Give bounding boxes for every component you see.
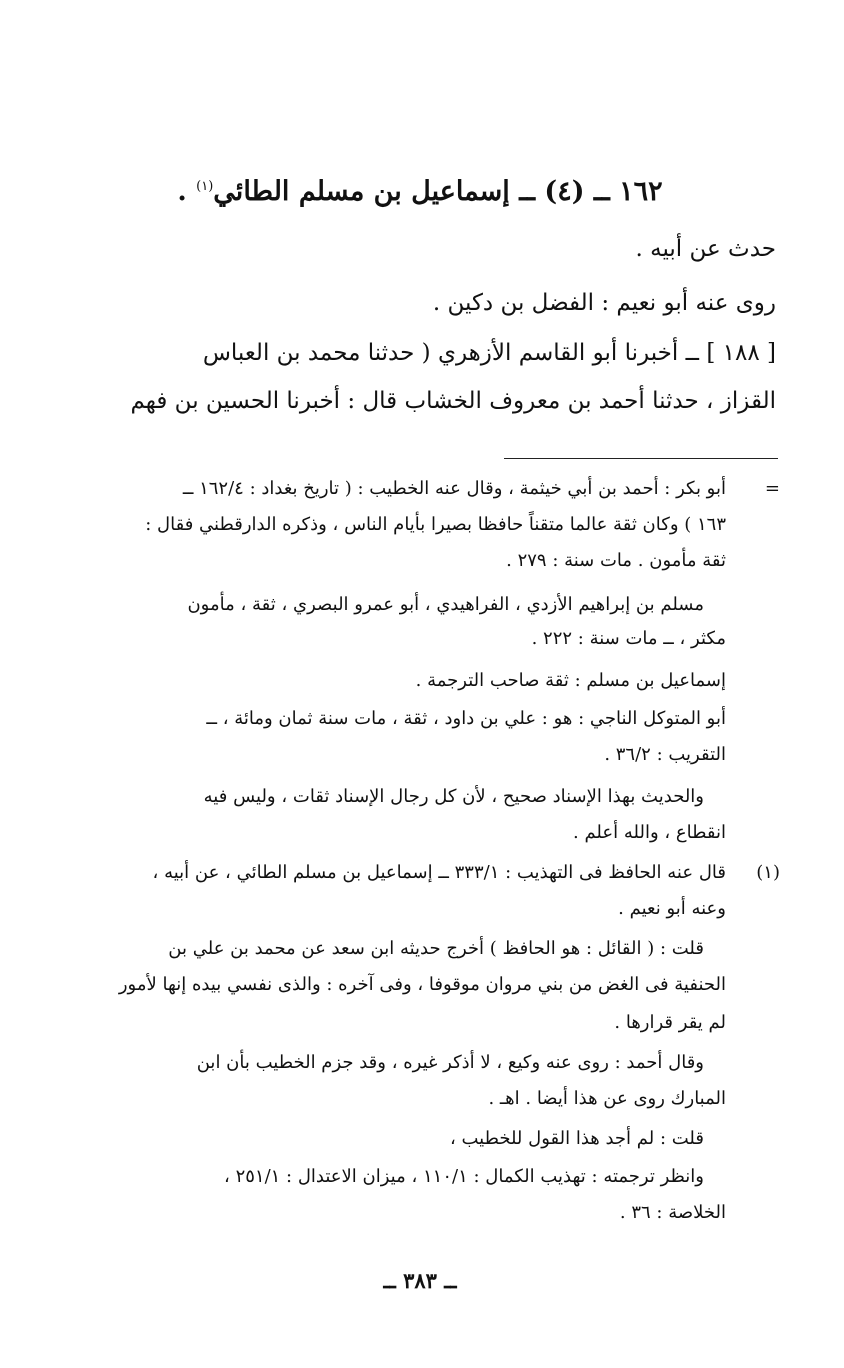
footnote-line: مسلم بن إبراهيم الأزدي ، الفراهيدي ، أبو عمرو البصري ، ثقة ، مأمون — [187, 594, 704, 615]
footnote-marker: (١) — [756, 862, 780, 883]
footnote-line: أبو بكر : أحمد بن أبي خيثمة ، وقال عنه الخطيب : ( تاريخ بغداد : ١٦٢/٤ ــ — [182, 478, 726, 499]
page-number: ــ ٣٨٣ ــ — [383, 1268, 457, 1293]
footnote-line: الحنفية فى الغض من بني مروان موقوفا ، وفى آخره : والذى نفسي بيده إنها لأمور — [118, 974, 726, 995]
footnote-line: المبارك روى عن هذا أيضا . اهـ . — [488, 1088, 726, 1109]
footnote-line: مكثر ، ــ مات سنة : ٢٢٢ . — [531, 628, 726, 649]
continuation-marker: = — [764, 478, 780, 499]
footnote-line: والحديث بهذا الإسناد صحيح ، لأن كل رجال الإسناد ثقات ، وليس فيه — [203, 786, 704, 807]
entry-heading — [140, 176, 700, 207]
main-text-line: [ ١٨٨ ] ــ أخبرنا أبو القاسم الأزهري ( حدثنا محمد بن العباس — [202, 340, 776, 366]
main-text-line: حدث عن أبيه . — [635, 236, 776, 262]
footnote-line: التقريب : ٣٦/٢ . — [604, 744, 726, 765]
footnote-separator — [504, 458, 778, 459]
main-text-line: روى عنه أبو نعيم : الفضل بن دكين . — [432, 290, 776, 316]
footnote-line: قال عنه الحافظ فى التهذيب : ٣٣٣/١ ــ إسماعيل بن مسلم الطائي ، عن أبيه ، — [152, 862, 726, 883]
footnote-line: ثقة مأمون . مات سنة : ٢٧٩ . — [506, 550, 726, 571]
footnote-line: وانظر ترجمته : تهذيب الكمال : ١١٠/١ ، ميزان الاعتدال : ٢٥١/١ ، — [224, 1166, 704, 1187]
footnote-line: قلت : لم أجد هذا القول للخطيب ، — [449, 1128, 704, 1149]
footnote-line: ١٦٣ ) وكان ثقة عالما متقناً حافظا بصيرا بأيام الناس ، وذكره الدارقطني فقال : — [145, 514, 726, 535]
footnote-line: وقال أحمد : روى عنه وكيع ، لا أذكر غيره ، وقد جزم الخطيب بأن ابن — [196, 1052, 704, 1073]
main-text-line: القزاز ، حدثنا أحمد بن معروف الخشاب قال : أخبرنا الحسين بن فهم — [130, 388, 776, 414]
entry-heading-text: ١٦٢ ــ (٤) ــ إسماعيل بن مسلم الطائي — [213, 176, 663, 207]
footnote-reference: (١) — [196, 179, 214, 194]
footnote-line: أبو المتوكل الناجي : هو : علي بن داود ، ثقة ، مات سنة ثمان ومائة ، ــ — [206, 708, 726, 729]
footnote-line: قلت : ( القائل : هو الحافظ ) أخرج حديثه ابن سعد عن محمد بن علي بن — [168, 938, 704, 959]
footnote-line: لم يقر قرارها . — [614, 1012, 726, 1033]
footnote-line: إسماعيل بن مسلم : ثقة صاحب الترجمة . — [415, 670, 726, 691]
footnote-line: الخلاصة : ٣٦ . — [619, 1202, 726, 1223]
entry-heading-tail: . — [177, 176, 197, 207]
footnote-line: انقطاع ، والله أعلم . — [573, 822, 726, 843]
footnote-line: وعنه أبو نعيم . — [618, 898, 726, 919]
